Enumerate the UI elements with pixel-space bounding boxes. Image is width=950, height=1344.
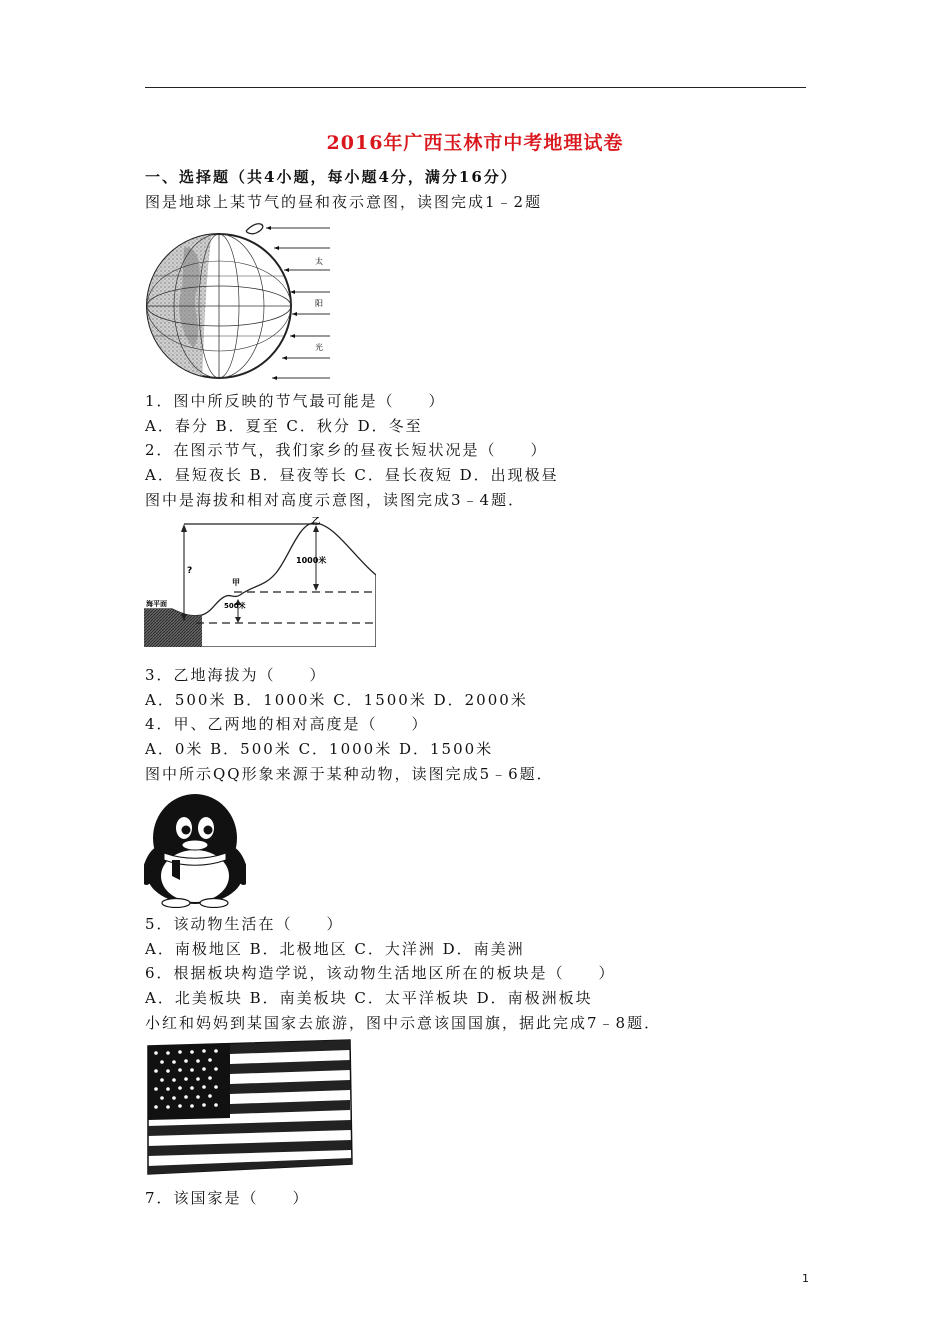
question-5-options: A．南极地区 B．北极地区 C．大洋洲 D．南美洲 <box>145 940 525 958</box>
question-6: 6．根据板块构造学说，该动物生活地区所在的板块是（ ） <box>145 964 616 982</box>
label-jia: 甲 <box>232 578 240 587</box>
elevation-diagram <box>144 517 376 647</box>
globe-day-night-figure <box>144 218 336 388</box>
intro-q1-2: 图是地球上某节气的昼和夜示意图，读图完成1﹣2题 <box>145 193 543 211</box>
question-6-options: A．北美板块 B．南美板块 C．太平洋板块 D．南极洲板块 <box>145 989 593 1007</box>
label-1000m: 1000米 <box>296 556 327 565</box>
sun-label-3: 光 <box>315 343 323 352</box>
question-2: 2．在图示节气，我们家乡的昼夜长短状况是（ ） <box>145 441 548 459</box>
qq-penguin-figure <box>144 790 246 908</box>
question-7: 7．该国家是（ ） <box>145 1189 310 1207</box>
usa-flag-figure <box>144 1038 354 1178</box>
label-sea-level: 海平面 <box>146 600 167 608</box>
question-4-options: A．0米 B．500米 C．1000米 D．1500米 <box>145 740 494 758</box>
label-question: ? <box>187 566 193 576</box>
question-4: 4．甲、乙两地的相对高度是（ ） <box>145 715 429 733</box>
section-heading: 一、选择题（共4小题，每小题4分，满分16分） <box>145 168 518 186</box>
page-number: 1 <box>802 1272 809 1285</box>
question-3: 3．乙地海拔为（ ） <box>145 666 327 684</box>
question-1-options: A．春分 B．夏至 C．秋分 D．冬至 <box>145 417 423 435</box>
question-2-options: A．昼短夜长 B．昼夜等长 C．昼长夜短 D．出现极昼 <box>145 466 559 484</box>
intro-q3-4: 图中是海拔和相对高度示意图，读图完成3﹣4题． <box>145 491 526 509</box>
label-500m: 500米 <box>224 602 246 610</box>
label-yi: 乙 <box>311 517 321 527</box>
question-5: 5．该动物生活在（ ） <box>145 915 344 933</box>
sun-label-1: 太 <box>315 257 323 266</box>
page-title: 2016年广西玉林市中考地理试卷 <box>326 132 624 154</box>
header-rule <box>145 87 806 88</box>
sun-label-2: 阳 <box>315 299 323 308</box>
intro-q7-8: 小红和妈妈到某国家去旅游，图中示意该国国旗，据此完成7﹣8题． <box>145 1014 662 1032</box>
question-1: 1．图中所反映的节气最可能是（ ） <box>145 392 446 410</box>
question-3-options: A．500米 B．1000米 C．1500米 D．2000米 <box>145 691 528 709</box>
intro-q5-6: 图中所示QQ形象来源于某种动物，读图完成5﹣6题． <box>145 765 554 783</box>
